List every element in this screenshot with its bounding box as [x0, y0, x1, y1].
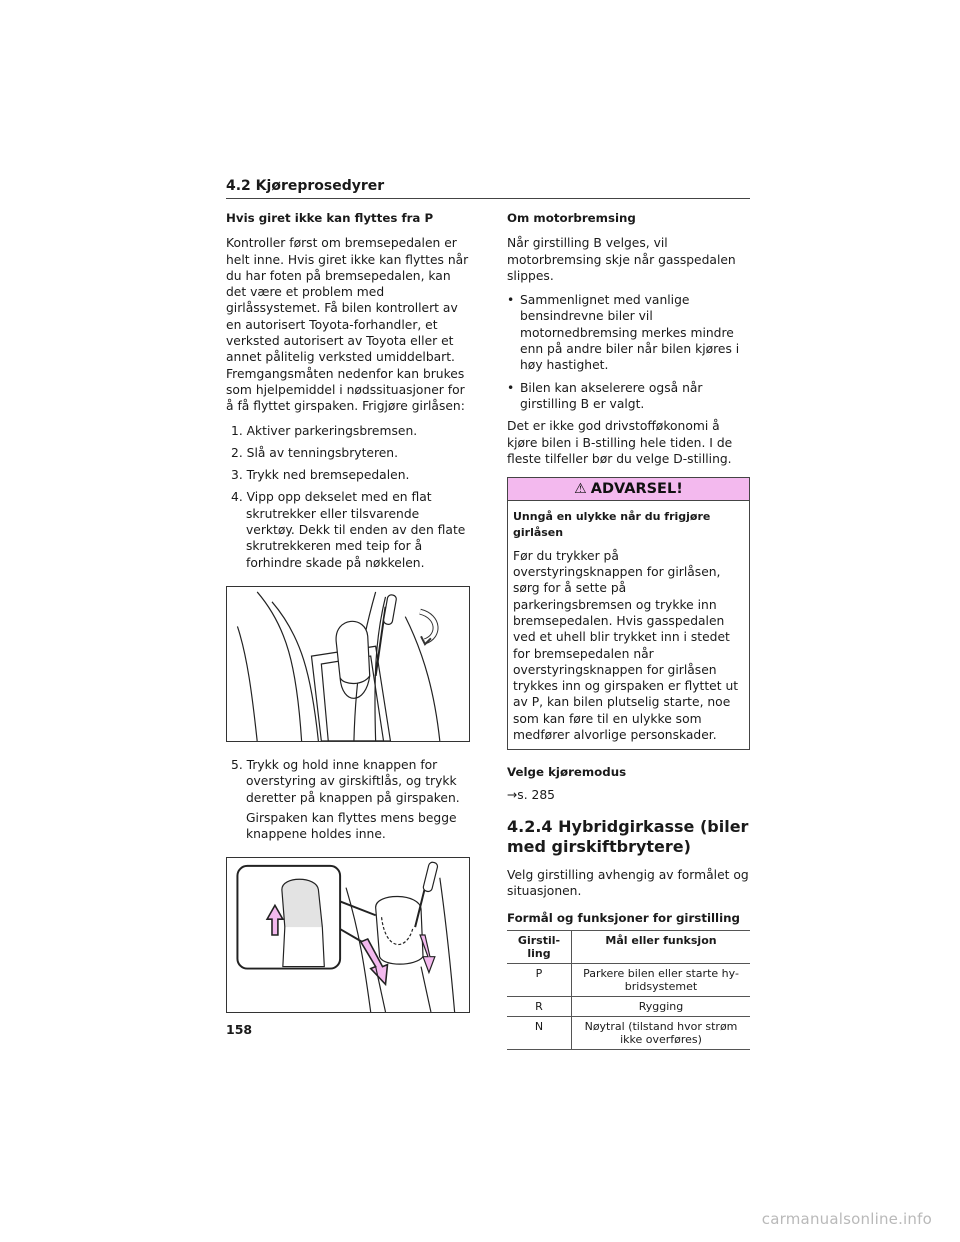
- step-1: 1. Aktiver parkeringsbremsen.: [231, 423, 418, 438]
- warning-title: ADVARSEL!: [590, 481, 683, 497]
- watermark: carmanualsonline.info: [761, 1210, 932, 1228]
- section-header: 4.2 Kjøreprosedyrer: [226, 178, 750, 199]
- step-4: 4. Vipp opp dekselet med en flat skrutrekker eller tilsvarende verktøy. Dekk til enden av den flate skrutrekkeren med teip for å forhindre skade på nøkkelen.: [231, 490, 466, 570]
- section-heading: 4.2.4 Hybridgirkasse (biler med girskiftbrytere): [507, 816, 749, 856]
- drive-mode-reference-link[interactable]: →s. 285: [507, 787, 555, 802]
- gear-cell: R: [507, 996, 572, 1016]
- function-cell: Parkere bilen eller starte hy-bridsystemet: [572, 963, 751, 996]
- right-paragraph: Det er ikke god drivstofføkonomi å kjøre bilen i B-stilling hele tiden. I de fleste tilfeller bør du velge D-stilling.: [507, 419, 733, 466]
- gear-cell: P: [507, 963, 572, 996]
- table-header-row: [507, 930, 750, 963]
- step-5-note: Girspaken kan flyttes mens begge knappene holdes inne.: [246, 810, 457, 842]
- warning-text: Før du trykker på overstyringsknappen for girlåsen, sørg for å sette på parkeringsbremsen og trykke inn bremsepedalen. Hvis gasspedalen ved et uhell blir trykket inn i stedet for bremsepedalen når overstyringsknappen for girlåsen trykkes inn og girspaken er flyttet ut av P, kan bilen plutselig starte, noe som kan føre til en ulykke som medfører alvorlige personskader.: [513, 548, 739, 743]
- left-column: [226, 210, 470, 1028]
- warning-box: [507, 477, 750, 750]
- table-row: [507, 963, 750, 996]
- figure-screwdriver-cover: [226, 586, 470, 742]
- warning-icon: ⚠: [574, 481, 587, 497]
- drive-mode-heading: Velge kjøremodus: [507, 765, 627, 780]
- left-intro: Kontroller først om bremsepedalen er helt inne. Hvis giret ikke kan flyttes når du har foten på bremsepedalen, kan det være et problem med girlåssystemet. Få bilen kontrollert av en autorisert Toyota-forhandler, et verksted autorisert av Toyota eller et annet pålitelig verksted umiddelbart. Fremgangsmåten nedenfor kan brukes som hjelpemiddel i nødssituasjoner for å få flyttet girspaken. Frigjøre girlåsen:: [226, 236, 469, 414]
- step-5: 5. Trykk og hold inne knappen for overstyring av girskiftlås, og trykk deretter på knappen på girspaken.: [231, 757, 460, 805]
- figure-override-button: [226, 857, 470, 1013]
- gear-cell: N: [507, 1016, 572, 1049]
- table-heading: Formål og funksjoner for girstilling: [507, 910, 740, 925]
- bullet-2: • Bilen kan akselerere også når girstilling B er valgt.: [507, 380, 751, 413]
- step-2: 2. Slå av tenningsbryteren.: [231, 445, 399, 460]
- right-heading: Om motorbremsing: [507, 211, 636, 225]
- right-intro: Når girstilling B velges, vil motorbremsing skje når gasspedalen slippes.: [507, 236, 736, 283]
- warning-subtitle: Unngå en ulykke når du frigjøre girlåsen: [513, 510, 711, 540]
- right-column: [507, 210, 751, 1050]
- function-cell: Nøytral (tilstand hvor strøm ikke overføres): [572, 1016, 751, 1049]
- shifter-override-illustration: [227, 858, 469, 1012]
- step-3: 3. Trykk ned bremsepedalen.: [231, 468, 410, 483]
- warning-header: [508, 478, 749, 501]
- table-header-gear: Girstil-ling: [507, 930, 572, 963]
- table-row: [507, 1016, 750, 1049]
- shifter-screwdriver-illustration: [227, 587, 469, 741]
- bullet-1: • Sammenlignet med vanlige bensindrevne biler vil motornedbremsing merkes mindre enn på andre biler når bilen kjøres i høy hastighet.: [507, 292, 751, 373]
- function-cell: Rygging: [572, 996, 751, 1016]
- gear-table: [507, 930, 750, 1050]
- page-number: 158: [226, 1022, 253, 1037]
- table-row: [507, 996, 750, 1016]
- table-header-function: Mål eller funksjon: [572, 930, 751, 963]
- left-heading: Hvis giret ikke kan flyttes fra P: [226, 211, 434, 225]
- warning-body: [508, 501, 749, 749]
- section-intro: Velg girstilling avhengig av formålet og situasjonen.: [507, 867, 749, 899]
